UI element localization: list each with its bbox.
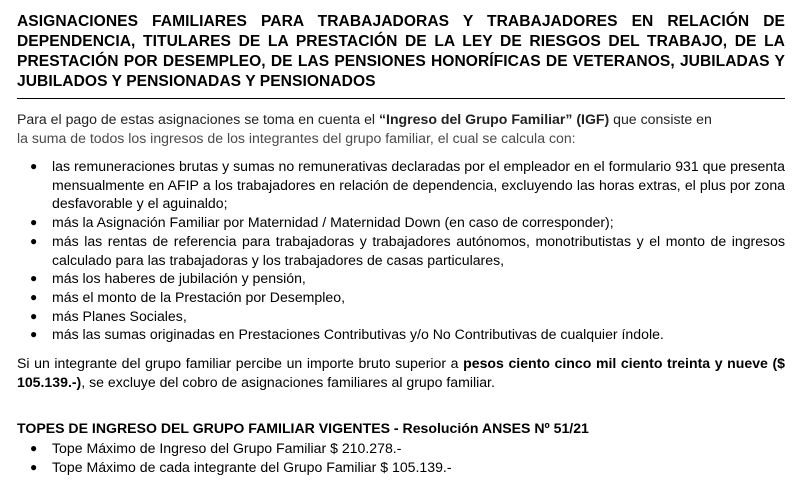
exclusion-prefix: Si un integrante del grupo familiar percibe un importe bruto superior a bbox=[17, 355, 464, 372]
bullet-icon: ● bbox=[30, 233, 38, 248]
tope-maximo-grupo: Tope Máximo de Ingreso del Grupo Familiar $ 210.278.- bbox=[52, 440, 402, 457]
bullet-icon: ● bbox=[30, 308, 38, 323]
exclusion-amount: pesos ciento cinco mil ciento treinta y nueve ($ 105.139.-) bbox=[17, 355, 785, 391]
intro-prefix: Para el pago de estas asignaciones se toma en cuenta el bbox=[17, 111, 379, 127]
intro-line-1 bbox=[17, 111, 712, 127]
bullet-icon: ● bbox=[30, 327, 38, 342]
intro-suffix: que consiste en bbox=[609, 111, 712, 127]
list-item-text: más Planes Sociales, bbox=[52, 307, 187, 324]
bullet-icon: ● bbox=[30, 215, 38, 230]
list-item bbox=[17, 288, 785, 307]
list-item bbox=[17, 307, 785, 326]
list-item-text: las remuneraciones brutas y sumas no remunerativas declaradas por el empleador en el formulario 931 que presenta mensualmente en AFIP a los trabajadores en relación de dependencia, excluyendo las horas extras, el plus por zona desfavorable y el aguinaldo; bbox=[52, 158, 785, 212]
list-item-text: más los haberes de jubilación y pensión, bbox=[52, 270, 306, 287]
income-components-list bbox=[17, 157, 785, 344]
bullet-icon: ● bbox=[30, 441, 38, 456]
list-item bbox=[17, 232, 785, 269]
list-item bbox=[17, 325, 785, 344]
exclusion-suffix: , se excluye del cobro de asignaciones familiares al grupo familiar. bbox=[81, 374, 495, 391]
topes-heading: TOPES DE INGRESO DEL GRUPO FAMILIAR VIGENTES - Resolución ANSES Nº 51/21 bbox=[17, 420, 589, 437]
document-title: ASIGNACIONES FAMILIARES PARA TRABAJADORAS Y TRABAJADORES EN RELACIÓN DE DEPENDENCIA, TITULARES DE LA PRESTACIÓN DE LA LEY DE RIESGOS DEL TRABAJO, DE LA PRESTACIÓN POR DESEMPLEO, DE LAS PENSIONES HONORÍFICAS DE VETERANOS, JUBILADAS Y JUBILADOS Y PENSIONADAS Y PENSIONADOS bbox=[17, 13, 785, 90]
list-item-text: más las rentas de referencia para trabajadoras y trabajadores autónomos, monotributistas y el monto de ingresos calculado para las trabajadoras y los trabajadores de casas particulares, bbox=[52, 232, 785, 268]
list-item bbox=[17, 213, 785, 232]
tope-maximo-integrante: Tope Máximo de cada integrante del Grupo Familiar $ 105.139.- bbox=[52, 458, 452, 475]
bullet-icon: ● bbox=[30, 289, 38, 304]
intro-line-2: la suma de todos los ingresos de los integrantes del grupo familiar, el cual se calcula con: bbox=[17, 130, 576, 146]
bullet-icon: ● bbox=[30, 271, 38, 286]
document-page bbox=[17, 0, 785, 476]
bullet-icon: ● bbox=[30, 459, 38, 474]
bullet-icon: ● bbox=[30, 159, 38, 173]
list-item bbox=[17, 439, 785, 458]
title-block bbox=[17, 8, 785, 99]
list-item bbox=[17, 458, 785, 477]
topes-list bbox=[17, 439, 785, 476]
list-item-text: más el monto de la Prestación por Desempleo, bbox=[52, 288, 345, 305]
list-item-text: más las sumas originadas en Prestaciones Contributivas y/o No Contributivas de cualquier índole. bbox=[52, 326, 664, 343]
list-item-text: más la Asignación Familiar por Maternidad / Maternidad Down (en caso de corresponder); bbox=[52, 214, 614, 231]
intro-paragraph bbox=[17, 110, 785, 148]
exclusion-paragraph bbox=[17, 354, 785, 392]
list-item bbox=[17, 269, 785, 288]
igf-term: “Ingreso del Grupo Familiar” (IGF) bbox=[378, 111, 610, 127]
list-item bbox=[17, 157, 785, 213]
